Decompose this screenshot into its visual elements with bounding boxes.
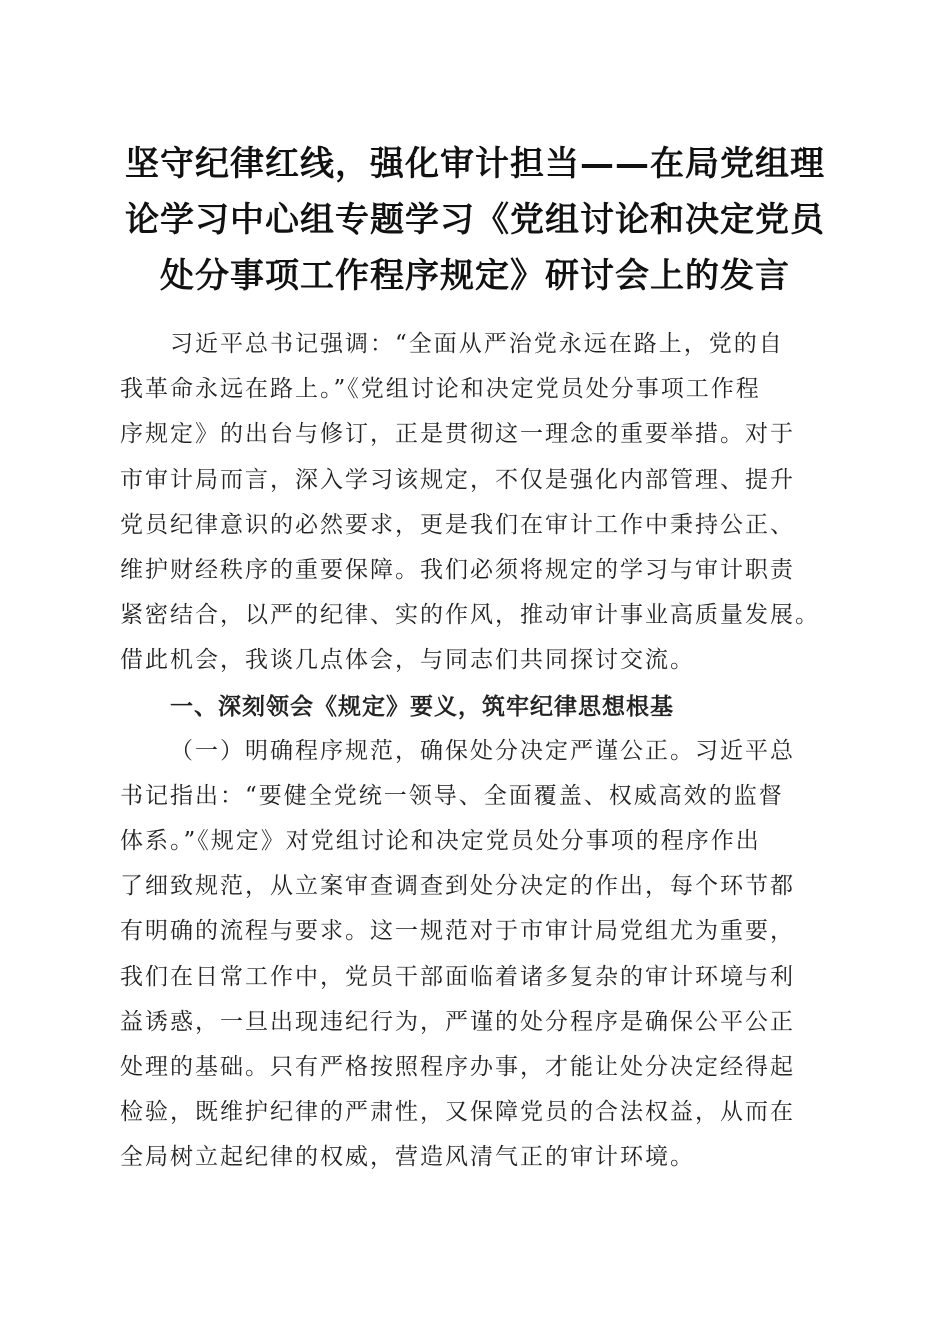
paragraph-line: 习近平总书记强调：“全面从严治党永远在路上，党的自 <box>170 331 784 357</box>
title-line: 坚守纪律红线，强化审计担当——在局党组理 <box>125 144 825 184</box>
paragraph-line: 体系。”《规定》对党组讨论和决定党员处分事项的程序作出 <box>120 828 761 855</box>
paragraph-line: 借此机会，我谈几点体会，与同志们共同探讨交流。 <box>120 647 695 674</box>
paragraph-line: 我们在日常工作中，党员干部面临着诸多复杂的审计环境与利 <box>120 963 795 990</box>
document-body <box>120 322 840 1181</box>
paragraph-line: 有明确的流程与要求。这一规范对于市审计局党组尤为重要， <box>120 918 795 945</box>
title-line: 论学习中心组专题学习《党组讨论和决定党员 <box>125 200 825 240</box>
paragraph-line: 我革命永远在路上。”《党组讨论和决定党员处分事项工作程 <box>120 376 761 403</box>
paragraph-line: 书记指出：“要健全党统一领导、全面覆盖、权威高效的监督 <box>120 782 784 809</box>
paragraph-line: 维护财经秩序的重要保障。我们必须将规定的学习与审计职责 <box>120 556 795 583</box>
intro-paragraph <box>120 322 840 684</box>
paragraph-line: 全局树立起纪律的权威，营造风清气正的审计环境。 <box>120 1144 695 1171</box>
paragraph-line: 处理的基础。只有严格按照程序办事，才能让处分决定经得起 <box>120 1054 795 1080</box>
paragraph-line: 市审计局而言，深入学习该规定，不仅是强化内部管理、提升 <box>120 466 795 493</box>
paragraph-line: 益诱惑，一旦出现违纪行为，严谨的处分程序是确保公平公正 <box>120 1008 795 1035</box>
paragraph-line: （一）明确程序规范，确保处分决定严谨公正。习近平总 <box>170 737 795 764</box>
section-heading: 一、深刻领会《规定》要义，筑牢纪律思想根基 <box>170 692 674 720</box>
paragraph-line: 紧密结合，以严的纪律、实的作风，推动审计事业高质量发展。 <box>120 602 820 629</box>
paragraph-line: 党员纪律意识的必然要求，更是我们在审计工作中秉持公正、 <box>120 511 795 538</box>
paragraph-line: 序规定》的出台与修订，正是贯彻这一理念的重要举措。对于 <box>120 421 795 448</box>
document-title <box>110 136 840 304</box>
paragraph-line: 了细致规范，从立案审查调查到处分决定的作出，每个环节都 <box>120 873 795 900</box>
subsection-paragraph <box>120 729 840 1181</box>
title-line: 处分事项工作程序规定》研讨会上的发言 <box>160 256 790 296</box>
paragraph-line: 检验，既维护纪律的严肃性，又保障党员的合法权益，从而在 <box>120 1099 795 1126</box>
